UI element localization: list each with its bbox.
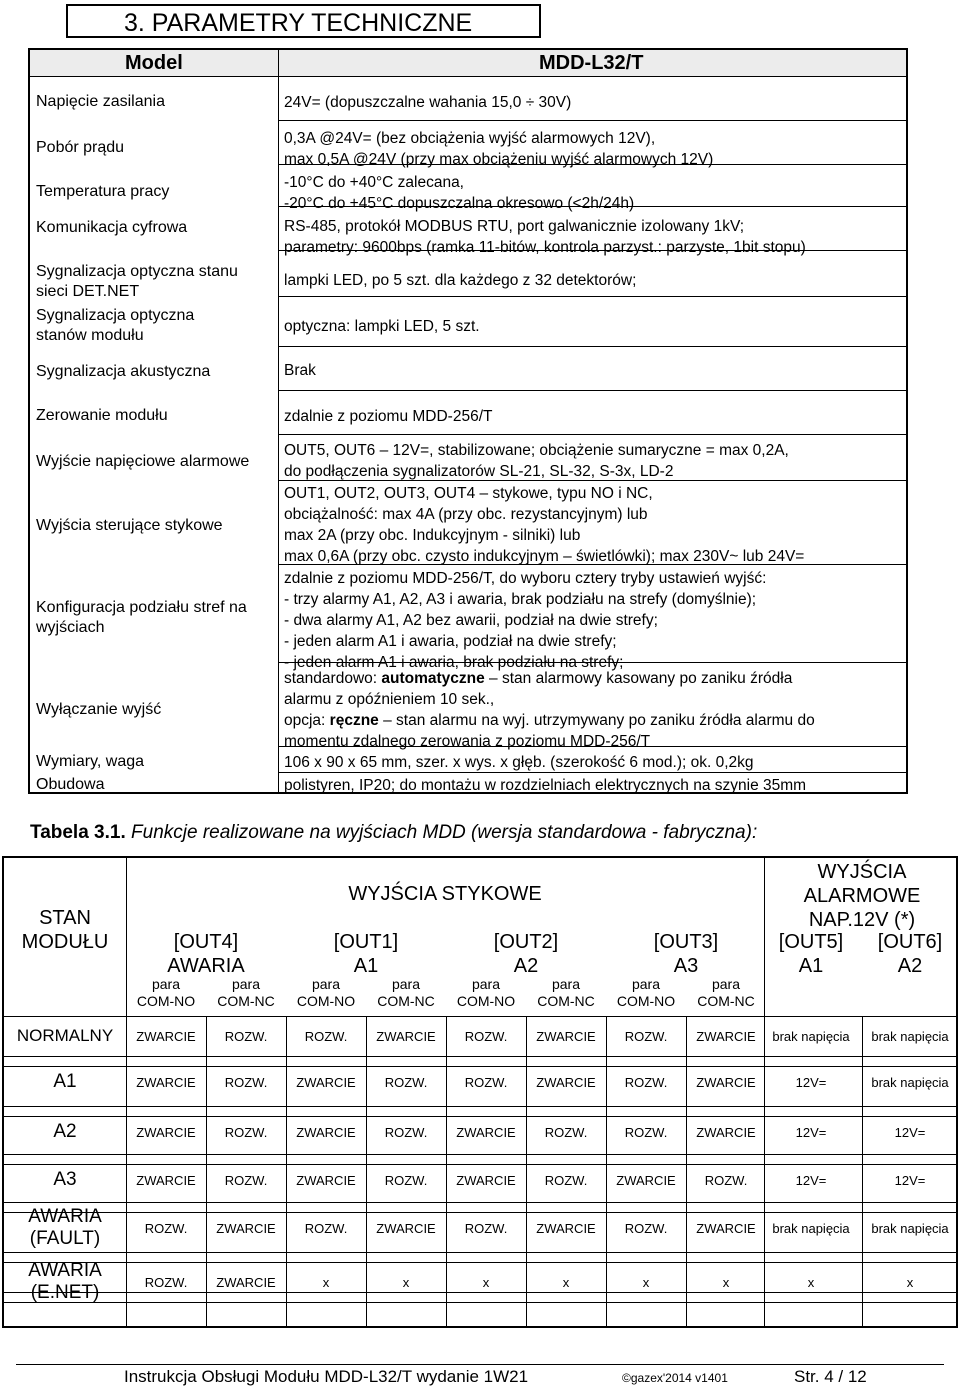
param-value-line: zdalnie z poziomu MDD-256/T <box>284 408 493 425</box>
emphasis: ręczne <box>329 712 379 729</box>
param-value-wymiary-waga <box>284 752 754 773</box>
param-label-line: wyjściach <box>36 619 105 636</box>
sub-header-no <box>457 976 515 1010</box>
row-separator <box>278 250 906 251</box>
cell-value: ROZW. <box>304 1029 348 1044</box>
output-group-4-line: [OUT3] <box>653 931 719 953</box>
cell-value: 12V= <box>795 1075 827 1090</box>
cell-value: brak napięcia <box>871 1075 949 1090</box>
state-a1 <box>53 1071 76 1093</box>
parameters-table <box>28 48 908 794</box>
cell-value: ZWARCIE <box>536 1029 596 1044</box>
param-value-line: 0,3A @24V= (bez obciążenia wyjść alarmowych 12V), <box>284 130 656 147</box>
param-value-line: -10°C do +40°C zalecana, <box>284 174 464 191</box>
cell-value: ZWARCIE <box>376 1221 436 1236</box>
param-value-sygnalizacja-optyczna-stanu-sieci-det-ne <box>284 270 636 291</box>
param-label-wyj-cie-napi-ciowe-alarmowe <box>36 452 249 472</box>
param-label-konfiguracja-podzia-u-stref-na-wyj-ciach <box>36 598 247 638</box>
param-label-temperatura-pracy <box>36 182 169 202</box>
alarm-col-out6 <box>878 930 942 978</box>
caption-text: Funkcje realizowane na wyjściach MDD (wersja standardowa - fabryczna): <box>125 822 758 843</box>
cell-value: brak napięcia <box>772 1029 850 1044</box>
param-label-line: Napięcie zasilania <box>36 93 165 110</box>
param-label-sygnalizacja-optyczna-stanu-sieci-det-ne <box>36 262 238 302</box>
alarm-col-out5 <box>779 930 843 978</box>
cell-value: ROZW. <box>304 1221 348 1236</box>
sub-header-no-line: COM-NO <box>616 993 676 1009</box>
state-a3-line: A3 <box>53 1169 77 1190</box>
param-value-line: - trzy alarmy A1, A2, A3 i awaria, brak podziału na strefy (domyślnie); <box>284 591 757 608</box>
cell-value: ZWARCIE <box>136 1173 196 1188</box>
row-divider <box>4 1016 956 1017</box>
column-divider <box>366 1016 367 1326</box>
param-label-line: Wyjścia sterujące stykowe <box>36 517 223 534</box>
state-a2-line: A2 <box>53 1121 77 1142</box>
row-separator <box>278 120 906 121</box>
row-divider-gap <box>4 1212 956 1213</box>
sub-header-no <box>617 976 675 1010</box>
param-value-line: OUT5, OUT6 – 12V=, stabilizowane; obciążenie sumaryczne = max 0,2A, <box>284 442 789 459</box>
param-label-line: Sygnalizacja optyczna stanu <box>36 263 238 280</box>
param-value-line: momentu zdalnego zerowania z poziomu MDD-256/T <box>284 733 651 750</box>
param-value-line: do podłączenia sygnalizatorów SL-21, SL-32, S-3x, LD-2 <box>284 463 674 480</box>
cell-value: ROZW. <box>704 1173 748 1188</box>
param-label-line: Wyłączanie wyjść <box>36 701 162 718</box>
output-group-3-line: A2 <box>513 955 539 977</box>
cell-value: x <box>906 1275 914 1290</box>
sub-header-no-line: para <box>631 976 661 992</box>
sub-header-nc-line: para <box>711 976 741 992</box>
param-label-sygnalizacja-optyczna-stan-w-modu-u <box>36 306 194 346</box>
state-awaria-fault- <box>28 1206 102 1250</box>
state-awaria-fault--line: AWARIA <box>28 1206 102 1227</box>
cell-value: ZWARCIE <box>136 1029 196 1044</box>
state-awaria-e-net--line: AWARIA <box>28 1260 102 1281</box>
param-label-wy-czanie-wyj <box>36 700 161 720</box>
cell-value: ROZW. <box>224 1075 268 1090</box>
param-value-zerowanie-modu-u <box>284 406 492 427</box>
column-divider <box>206 1016 207 1326</box>
param-value-line: standardowo: automatyczne – stan alarmowy kasowany po zaniku źródła <box>284 670 793 687</box>
state-column-divider <box>126 858 127 1326</box>
sub-header-no <box>297 976 355 1010</box>
output-group-2-line: A1 <box>353 955 379 977</box>
cell-value: 12V= <box>894 1125 926 1140</box>
state-header <box>22 906 109 954</box>
row-divider <box>4 1154 956 1155</box>
param-value-line: Brak <box>284 362 316 379</box>
param-value-line: max 2A (przy obc. Indukcyjnym - silniki) lub <box>284 527 581 544</box>
param-value-line: parametry: 9600bps (ramka 11-bitów, kontrola parzyst.: parzyste, 1bit stopu) <box>284 239 806 256</box>
sub-header-nc-line: para <box>231 976 261 992</box>
cell-value: ZWARCIE <box>136 1075 196 1090</box>
sub-header-nc-line: COM-NC <box>697 993 755 1009</box>
row-separator <box>278 662 906 663</box>
cell-value: ROZW. <box>464 1029 508 1044</box>
cell-value: ROZW. <box>224 1173 268 1188</box>
param-value-line: polistyren, IP20; do montażu w rozdzielniach elektrycznych na szynie 35mm <box>284 777 807 794</box>
column-divider <box>526 1016 527 1326</box>
cell-value: x <box>642 1275 650 1290</box>
column-divider <box>686 1016 687 1326</box>
row-separator <box>278 772 906 773</box>
sub-header-nc <box>697 976 755 1010</box>
column-divider <box>286 1016 287 1326</box>
param-value-line: zdalnie z poziomu MDD-256/T, do wyboru cztery tryby ustawień wyjść: <box>284 570 767 587</box>
param-label-line: Sygnalizacja akustyczna <box>36 363 211 380</box>
param-value-line: obciążalność: max 4A (przy obc. rezystancyjnym) lub <box>284 506 648 523</box>
cell-value: ROZW. <box>624 1075 668 1090</box>
alarm-column-divider <box>764 858 765 1326</box>
cell-value: x <box>402 1275 410 1290</box>
row-divider-gap <box>4 1116 956 1117</box>
param-value-line: RS-485, protokół MODBUS RTU, port galwanicznie izolowany 1kV; <box>284 218 745 235</box>
page-footer <box>16 1364 944 1390</box>
param-label-line: Pobór prądu <box>36 139 125 156</box>
param-label-line: Wyjście napięciowe alarmowe <box>36 453 250 470</box>
column-divider <box>446 1016 447 1326</box>
cell-value: ZWARCIE <box>296 1075 356 1090</box>
cell-value: x <box>562 1275 570 1290</box>
param-label-line: Zerowanie modułu <box>36 407 168 424</box>
cell-value: ROZW. <box>624 1125 668 1140</box>
param-value-line: max 0,6A (przy obc. czysto indukcyjnym – świetlówki); max 230V~ lub 24V= <box>284 548 805 565</box>
caption-label: Tabela 3.1. <box>30 822 126 843</box>
cell-value: brak napięcia <box>772 1221 850 1236</box>
param-value-line: opcja: ręczne – stan alarmu na wyj. utrzymywany po zaniku źródła alarmu do <box>284 712 815 729</box>
section-title: 3. PARAMETRY TECHNICZNE <box>66 4 541 38</box>
cell-value: x <box>722 1275 730 1290</box>
param-label-line: stanów modułu <box>36 327 144 344</box>
alarm-header-line: NAP.12V (*) <box>808 909 916 931</box>
state-header-line: MODUŁU <box>21 931 109 953</box>
cell-value: ZWARCIE <box>456 1173 516 1188</box>
row-separator <box>278 206 906 207</box>
param-label-line: Komunikacja cyfrowa <box>36 219 188 236</box>
param-value-line: - dwa alarmy A1, A2 bez awarii, podział na dwie strefy; <box>284 612 658 629</box>
state-a2 <box>53 1121 76 1143</box>
sub-header-nc <box>537 976 595 1010</box>
param-value-line: OUT1, OUT2, OUT3, OUT4 – stykowe, typu NO i NC, <box>284 485 653 502</box>
cell-value: ZWARCIE <box>136 1125 196 1140</box>
row-divider <box>4 1056 956 1057</box>
sub-header-nc-line: COM-NC <box>217 993 275 1009</box>
param-label-sygnalizacja-akustyczna <box>36 362 210 382</box>
sub-header-nc-line: COM-NC <box>377 993 435 1009</box>
output-group-1-line: [OUT4] <box>173 931 239 953</box>
cell-value: 12V= <box>795 1125 827 1140</box>
cell-value: ZWARCIE <box>216 1221 276 1236</box>
cell-value: 12V= <box>894 1173 926 1188</box>
state-header-line: STAN <box>39 907 91 929</box>
cell-value: x <box>322 1275 330 1290</box>
cell-value: x <box>482 1275 490 1290</box>
alarm-col-out6-line: [OUT6] <box>877 931 943 953</box>
row-divider-gap <box>4 1262 956 1263</box>
alarm-header <box>804 860 921 932</box>
alarm-col-out5-line: A1 <box>798 955 824 977</box>
cell-value: ZWARCIE <box>696 1125 756 1140</box>
alarm-header-line: WYJŚCIA <box>817 861 907 883</box>
output-group-3-line: [OUT2] <box>493 931 559 953</box>
cell-value: ROZW. <box>624 1029 668 1044</box>
param-value-line: -20°C do +45°C dopuszczalna okresowo (<2h/24h) <box>284 195 635 212</box>
row-divider <box>4 1292 956 1293</box>
row-divider-gap <box>4 1302 956 1303</box>
param-value-komunikacja-cyfrowa <box>284 216 806 258</box>
param-value-line: max 0,5A @24V (przy max obciążeniu wyjść alarmowych 12V) <box>284 151 714 168</box>
row-divider-gap <box>4 1066 956 1067</box>
state-normalny-line: NORMALNY <box>16 1026 114 1045</box>
cell-value: ROZW. <box>464 1221 508 1236</box>
cell-value: ROZW. <box>224 1029 268 1044</box>
cell-value: ZWARCIE <box>216 1275 276 1290</box>
emphasis: automatyczne <box>381 670 485 687</box>
cell-value: brak napięcia <box>871 1029 949 1044</box>
param-label-komunikacja-cyfrowa <box>36 218 187 238</box>
param-label-line: Obudowa <box>36 776 105 793</box>
cell-value: ZWARCIE <box>296 1173 356 1188</box>
cell-value: ZWARCIE <box>456 1125 516 1140</box>
param-value-line: - jeden alarm A1 i awaria, brak podziału na strefy; <box>284 654 624 671</box>
cell-value: ROZW. <box>144 1221 188 1236</box>
cell-value: ZWARCIE <box>376 1029 436 1044</box>
cell-value: ZWARCIE <box>696 1075 756 1090</box>
cell-value: ROZW. <box>384 1125 428 1140</box>
functions-table <box>2 856 958 1328</box>
row-separator <box>278 296 906 297</box>
sub-header-no <box>137 976 195 1010</box>
cell-value: ROZW. <box>544 1125 588 1140</box>
sub-header-nc <box>217 976 275 1010</box>
page-number: Str. 4 / 12 <box>794 1367 867 1386</box>
cell-value: ROZW. <box>384 1075 428 1090</box>
alarm-header-line: ALARMOWE <box>803 885 921 907</box>
sub-header-no-line: COM-NO <box>136 993 196 1009</box>
cell-value: ROZW. <box>624 1221 668 1236</box>
param-label-napi-cie-zasilania <box>36 92 165 112</box>
state-a3 <box>53 1169 76 1191</box>
alarm-col-out5-line: [OUT5] <box>778 931 844 953</box>
param-label-line: Sygnalizacja optyczna <box>36 307 195 324</box>
param-label-obudowa <box>36 775 105 795</box>
row-separator <box>278 746 906 747</box>
param-label-line: sieci DET.NET <box>36 283 140 300</box>
row-divider <box>4 1106 956 1107</box>
param-label-pob-r-pr-du <box>36 138 124 158</box>
state-a1-line: A1 <box>53 1071 77 1092</box>
output-group-2 <box>334 930 398 978</box>
cell-value: brak napięcia <box>871 1221 949 1236</box>
contacts-header: WYJŚCIA STYKOWE <box>348 883 542 905</box>
param-label-zerowanie-modu-u <box>36 406 168 426</box>
param-label-line: Wymiary, waga <box>36 753 145 770</box>
row-separator <box>278 564 906 565</box>
sub-header-no-line: COM-NO <box>296 993 356 1009</box>
copyright: ©gazex'2014 v1401 <box>622 1371 728 1385</box>
row-divider <box>4 1252 956 1253</box>
param-value-line: - jeden alarm A1 i awaria, podział na dwie strefy; <box>284 633 617 650</box>
sub-header-no-line: para <box>471 976 501 992</box>
param-label-wyj-cia-steruj-ce-stykowe <box>36 516 223 536</box>
cell-value: 12V= <box>795 1173 827 1188</box>
sub-header-nc-line: COM-NC <box>537 993 595 1009</box>
alarm-col-out6-line: A2 <box>897 955 923 977</box>
output-group-2-line: [OUT1] <box>333 931 399 953</box>
model-header: Model <box>125 52 183 74</box>
state-awaria-e-net--line: (E.NET) <box>30 1282 100 1303</box>
sub-header-nc <box>377 976 435 1010</box>
output-group-1 <box>167 930 244 978</box>
model-value-header: MDD-L32/T <box>539 52 644 74</box>
state-awaria-e-net- <box>28 1260 102 1304</box>
param-value-temperatura-pracy <box>284 172 634 214</box>
cell-value: ZWARCIE <box>536 1075 596 1090</box>
output-group-4 <box>654 930 718 978</box>
param-value-line: alarmu z opóźnieniem 10 sek., <box>284 691 495 708</box>
row-divider <box>4 1202 956 1203</box>
cell-value: ROZW. <box>144 1275 188 1290</box>
param-label-line: Konfiguracja podziału stref na <box>36 599 247 616</box>
row-separator <box>278 346 906 347</box>
row-separator <box>278 434 906 435</box>
sub-header-no-line: para <box>151 976 181 992</box>
param-value-wyj-cia-steruj-ce-stykowe <box>284 483 804 567</box>
table-caption <box>30 822 757 844</box>
output-group-4-line: A3 <box>673 955 699 977</box>
cell-value: x <box>807 1275 815 1290</box>
row-separator <box>278 164 906 165</box>
param-value-line: 24V= (dopuszczalne wahania 15,0 ÷ 30V) <box>284 94 572 111</box>
param-value-line: 106 x 90 x 65 mm, szer. x wys. x głęb. (szerokość 6 mod.); ok. 0,2kg <box>284 754 754 771</box>
param-value-line: optyczna: lampki LED, 5 szt. <box>284 318 480 335</box>
row-separator <box>278 390 906 391</box>
param-value-obudowa <box>284 775 806 796</box>
cell-value: ROZW. <box>544 1173 588 1188</box>
sub-header-nc-line: para <box>551 976 581 992</box>
cell-value: ZWARCIE <box>296 1125 356 1140</box>
param-value-line: lampki LED, po 5 szt. dla każdego z 32 detektorów; <box>284 272 637 289</box>
param-value-napi-cie-zasilania <box>284 92 571 113</box>
column-divider <box>862 1016 863 1326</box>
param-value-sygnalizacja-optyczna-stan-w-modu-u <box>284 316 480 337</box>
cell-value: ROZW. <box>384 1173 428 1188</box>
row-separator <box>278 480 906 481</box>
sub-header-no-line: COM-NO <box>456 993 516 1009</box>
output-group-1-line: AWARIA <box>167 955 245 977</box>
sub-header-no-line: para <box>311 976 341 992</box>
column-divider <box>278 50 279 792</box>
cell-value: ZWARCIE <box>616 1173 676 1188</box>
parameters-table-header <box>30 50 906 77</box>
output-group-3 <box>494 930 558 978</box>
row-divider-gap <box>4 1164 956 1165</box>
state-normalny <box>17 1025 113 1047</box>
cell-value: ZWARCIE <box>696 1221 756 1236</box>
column-divider <box>606 1016 607 1326</box>
cell-value: ZWARCIE <box>536 1221 596 1236</box>
param-value-sygnalizacja-akustyczna <box>284 360 316 381</box>
state-awaria-fault--line: (FAULT) <box>29 1228 101 1249</box>
param-value-konfiguracja-podzia-u-stref-na-wyj-ciach <box>284 568 766 673</box>
manual-title: Instrukcja Obsługi Modułu MDD-L32/T wydanie 1W21 <box>124 1367 529 1386</box>
cell-value: ROZW. <box>464 1075 508 1090</box>
param-value-wy-czanie-wyj <box>284 668 815 752</box>
cell-value: ZWARCIE <box>696 1029 756 1044</box>
sub-header-nc-line: para <box>391 976 421 992</box>
param-label-line: Temperatura pracy <box>36 183 170 200</box>
param-label-wymiary-waga <box>36 752 144 772</box>
cell-value: ROZW. <box>224 1125 268 1140</box>
param-value-wyj-cie-napi-ciowe-alarmowe <box>284 440 789 482</box>
